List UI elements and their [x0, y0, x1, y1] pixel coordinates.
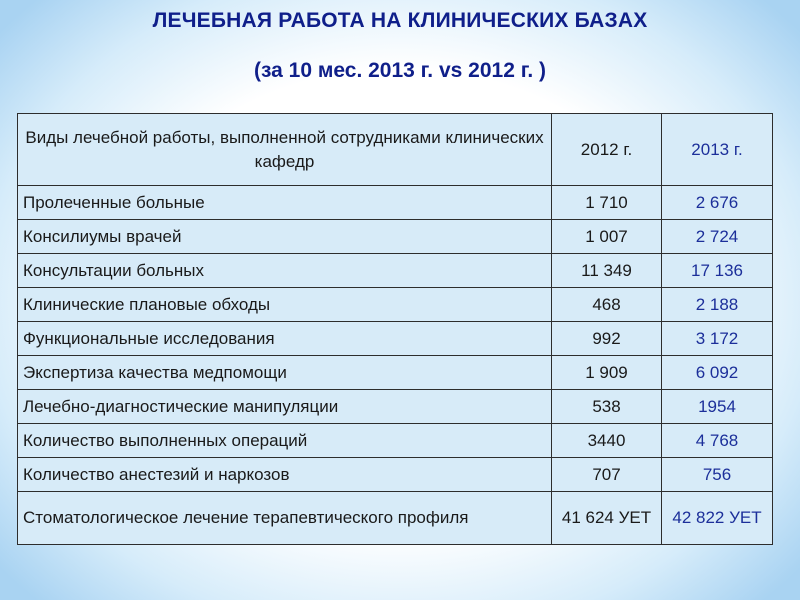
- row-value-2013: 4 768: [662, 424, 773, 458]
- header-year-2013: 2013 г.: [662, 114, 773, 186]
- row-name: Стоматологическое лечение терапевтического профиля: [18, 492, 552, 545]
- row-value-2012: 468: [552, 288, 662, 322]
- table-row: [18, 322, 773, 356]
- row-name: Консультации больных: [18, 254, 552, 288]
- row-value-2013: 1954: [662, 390, 773, 424]
- row-value-2013: 17 136: [662, 254, 773, 288]
- row-name: Лечебно-диагностические манипуляции: [18, 390, 552, 424]
- table-row: [18, 254, 773, 288]
- row-value-2013: 756: [662, 458, 773, 492]
- table-row: [18, 424, 773, 458]
- table-row: [18, 186, 773, 220]
- row-name: Количество анестезий и наркозов: [18, 458, 552, 492]
- row-value-2012: 1 909: [552, 356, 662, 390]
- page-title: ЛЕЧЕБНАЯ РАБОТА НА КЛИНИЧЕСКИХ БАЗАХ: [152, 9, 648, 32]
- row-name: Пролеченные больные: [18, 186, 552, 220]
- table-row: [18, 458, 773, 492]
- row-value-2013: 3 172: [662, 322, 773, 356]
- row-value-2012: 992: [552, 322, 662, 356]
- row-value-2013: 42 822 УЕТ: [662, 492, 773, 545]
- row-value-2012: 707: [552, 458, 662, 492]
- row-value-2012: 3440: [552, 424, 662, 458]
- table-row: [18, 390, 773, 424]
- row-value-2012: 1 710: [552, 186, 662, 220]
- row-name: Клинические плановые обходы: [18, 288, 552, 322]
- work-table: [17, 113, 773, 545]
- row-value-2012: 11 349: [552, 254, 662, 288]
- header-work-type: Виды лечебной работы, выполненной сотрудниками клинических кафедр: [18, 114, 552, 186]
- row-value-2012: 538: [552, 390, 662, 424]
- page-subtitle: (за 10 мес. 2013 г. vs 2012 г. ): [253, 59, 547, 82]
- table-row: [18, 356, 773, 390]
- row-name: Консилиумы врачей: [18, 220, 552, 254]
- row-name: Экспертиза качества медпомощи: [18, 356, 552, 390]
- row-value-2013: 2 676: [662, 186, 773, 220]
- header-year-2012: 2012 г.: [552, 114, 662, 186]
- row-name: Функциональные исследования: [18, 322, 552, 356]
- row-value-2013: 6 092: [662, 356, 773, 390]
- table-header-row: [18, 114, 773, 186]
- table-row: [18, 492, 773, 545]
- row-value-2012: 41 624 УЕТ: [552, 492, 662, 545]
- table-row: [18, 288, 773, 322]
- row-name: Количество выполненных операций: [18, 424, 552, 458]
- row-value-2013: 2 724: [662, 220, 773, 254]
- row-value-2013: 2 188: [662, 288, 773, 322]
- table-row: [18, 220, 773, 254]
- row-value-2012: 1 007: [552, 220, 662, 254]
